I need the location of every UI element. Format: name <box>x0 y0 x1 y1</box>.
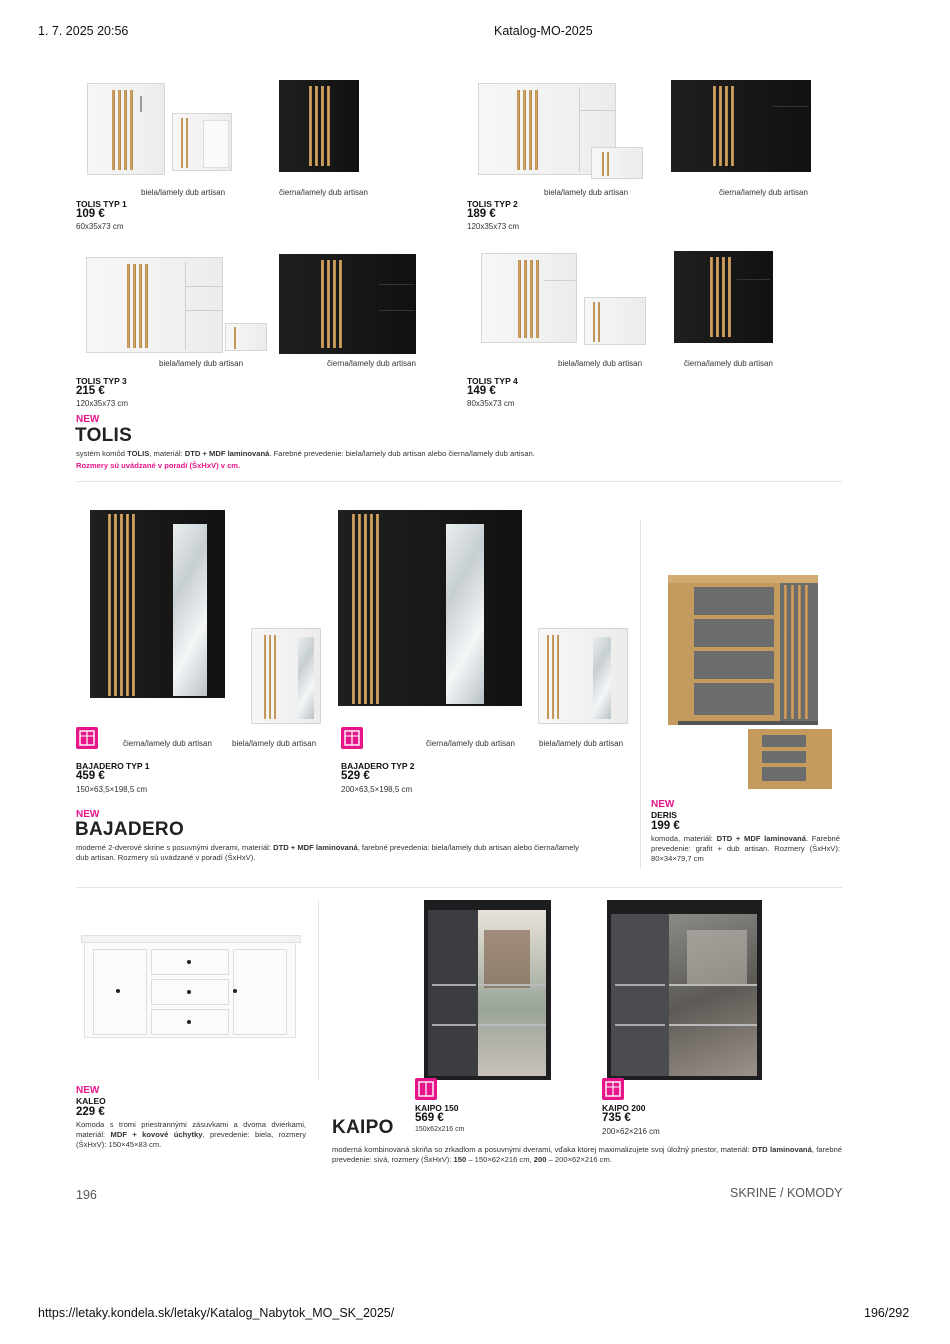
tolis-typ2-open-image <box>591 147 643 179</box>
page-number: 196 <box>76 1188 97 1202</box>
tolis-typ3-black-image <box>279 254 416 354</box>
deris-image <box>668 575 818 725</box>
wardrobe-icon <box>341 727 363 749</box>
kaipo-150-image <box>424 900 551 1080</box>
section-label: SKRINE / KOMODY <box>730 1186 843 1200</box>
print-datetime: 1. 7. 2025 20:56 <box>38 24 129 38</box>
tolis-description: systém komôd TOLIS, materiál: DTD + MDF laminovaná. Farebné prevedenie: biela/lamely dub artisan alebo čierna/lamely dub artisan. <box>76 449 535 458</box>
tolis-typ3-white-caption: biela/lamely dub artisan <box>159 359 244 368</box>
tolis-typ1-black-caption: čierna/lamely dub artisan <box>279 188 368 197</box>
bajadero-typ1-dims: 150×63,5×198,5 cm <box>76 785 148 794</box>
tolis-typ2-dims: 120x35x73 cm <box>467 222 520 231</box>
bajadero-typ1-name: BAJADERO TYP 1 <box>76 761 150 771</box>
bajadero-typ1-white-caption: biela/lamely dub artisan <box>232 739 317 748</box>
bajadero-typ2-dims: 200×63,5×198,5 cm <box>341 785 413 794</box>
tolis-typ3-name: TOLIS TYP 3 <box>76 376 127 386</box>
tolis-dims-note: Rozmery sú uvádzané v poradí (ŠxHxV) v cm. <box>76 461 241 470</box>
bajadero-typ2-white-image <box>538 628 628 724</box>
tolis-typ4-white-caption: biela/lamely dub artisan <box>558 359 643 368</box>
tolis-typ1-open-image <box>172 113 232 171</box>
wardrobe-icon <box>602 1078 624 1100</box>
tolis-typ3-open-image <box>225 323 267 351</box>
tolis-typ2-price: 189 € <box>467 208 496 220</box>
kaleo-image <box>84 938 296 1038</box>
tolis-typ4-black-image <box>674 251 773 343</box>
bajadero-typ1-black-image <box>90 510 225 698</box>
tolis-typ4-black-caption: čierna/lamely dub artisan <box>684 359 773 368</box>
kaipo-description: moderná kombinovaná skriňa so zrkadlom a posuvnými dverami, vďaka ktorej maximalizujete svoj úložný priestor, materiál: DTD laminovaná, farebné prevedenie: sivá, rozmery (ŠxHxV): 150 – 150×62×216 cm, 200 – 200×62×216 cm. <box>332 1145 843 1164</box>
bajadero-brand-title: BAJADERO <box>75 819 185 840</box>
kaipo-150-dims: 150x62x216 cm <box>415 1126 465 1133</box>
tolis-typ1-white-caption: biela/lamely dub artisan <box>141 188 226 197</box>
tolis-typ1-white-image <box>87 83 165 175</box>
deris-new-badge: NEW <box>651 799 675 810</box>
wardrobe-icon <box>76 727 98 749</box>
kaleo-name: KALEO <box>76 1096 106 1106</box>
print-url: https://letaky.kondela.sk/letaky/Katalog_Nabytok_MO_SK_2025/ <box>38 1306 395 1320</box>
kaipo-150-price: 569 € <box>415 1112 444 1124</box>
tolis-typ2-black-image <box>671 80 811 172</box>
tolis-brand-title: TOLIS <box>75 425 133 446</box>
tolis-typ3-price: 215 € <box>76 385 105 397</box>
kaipo-200-dims: 200×62×216 cm <box>602 1127 660 1136</box>
bajadero-typ2-black-image <box>338 510 522 706</box>
bajadero-typ2-name: BAJADERO TYP 2 <box>341 761 415 771</box>
bajadero-typ2-white-caption: biela/lamely dub artisan <box>539 739 624 748</box>
kaipo-brand-title: KAIPO <box>332 1117 394 1138</box>
tolis-typ3-dims: 120x35x73 cm <box>76 399 129 408</box>
tolis-typ4-name: TOLIS TYP 4 <box>467 376 518 386</box>
tolis-typ4-dims: 80x35x73 cm <box>467 399 515 408</box>
print-page-count: 196/292 <box>864 1306 910 1320</box>
bajadero-typ2-black-caption: čierna/lamely dub artisan <box>426 739 515 748</box>
bajadero-description: moderné 2-dverové skrine s posuvnými dverami, materiál: DTD + MDF laminovaná, farebné prevedenia: biela/lamely dub artisan alebo čierna/lamely dub artisan. Rozmery sú uvádzané v poradí (ŠxHxV). <box>76 843 579 862</box>
tolis-typ3-black-caption: čierna/lamely dub artisan <box>327 359 416 368</box>
kaipo-150-name: KAIPO 150 <box>415 1103 459 1113</box>
tolis-typ2-name: TOLIS TYP 2 <box>467 199 518 209</box>
tolis-typ1-black-image <box>279 80 359 172</box>
bajadero-typ1-price: 459 € <box>76 770 105 782</box>
tolis-typ4-open-image <box>584 297 646 345</box>
tolis-typ4-price: 149 € <box>467 385 496 397</box>
tolis-new-badge: NEW <box>76 414 100 425</box>
tolis-typ2-white-caption: biela/lamely dub artisan <box>544 188 629 197</box>
tolis-typ1-price: 109 € <box>76 208 105 220</box>
kaleo-new-badge: NEW <box>76 1085 100 1096</box>
bajadero-typ1-black-caption: čierna/lamely dub artisan <box>123 739 212 748</box>
bajadero-new-badge: NEW <box>76 809 100 820</box>
kaipo-200-name: KAIPO 200 <box>602 1103 646 1113</box>
deris-name: DERIS <box>651 810 677 820</box>
print-doc-title: Katalog-MO-2025 <box>494 24 593 38</box>
kaipo-200-image <box>607 900 762 1080</box>
column-divider <box>318 900 319 1080</box>
bajadero-typ1-white-image <box>251 628 321 724</box>
section-divider <box>76 481 842 482</box>
bajadero-typ2-price: 529 € <box>341 770 370 782</box>
kaipo-200-price: 735 € <box>602 1112 631 1124</box>
deris-open-image <box>748 729 832 789</box>
tolis-typ1-dims: 60x35x73 cm <box>76 222 124 231</box>
kaleo-price: 229 € <box>76 1106 105 1118</box>
tolis-typ4-white-image <box>481 253 577 343</box>
wardrobe-icon <box>415 1078 437 1100</box>
kaleo-description: Komoda s tromi priestrannými zásuvkami a dvoma dvierkami, materiál: MDF + kovové úchytky, prevedenie: biela, rozmery (ŠxHxV): 150×45×83 cm. <box>76 1120 306 1149</box>
tolis-typ2-black-caption: čierna/lamely dub artisan <box>719 188 808 197</box>
deris-price: 199 € <box>651 820 680 832</box>
tolis-typ3-white-image <box>86 257 223 353</box>
section-divider <box>76 887 842 888</box>
deris-description: komoda, materiál: DTD + MDF laminovaná. Farebné prevedenie: grafit + dub artisan. Rozmery (ŠxHxV): 80×34×79,7 cm <box>651 834 840 863</box>
column-divider <box>640 520 641 868</box>
tolis-typ1-name: TOLIS TYP 1 <box>76 199 127 209</box>
